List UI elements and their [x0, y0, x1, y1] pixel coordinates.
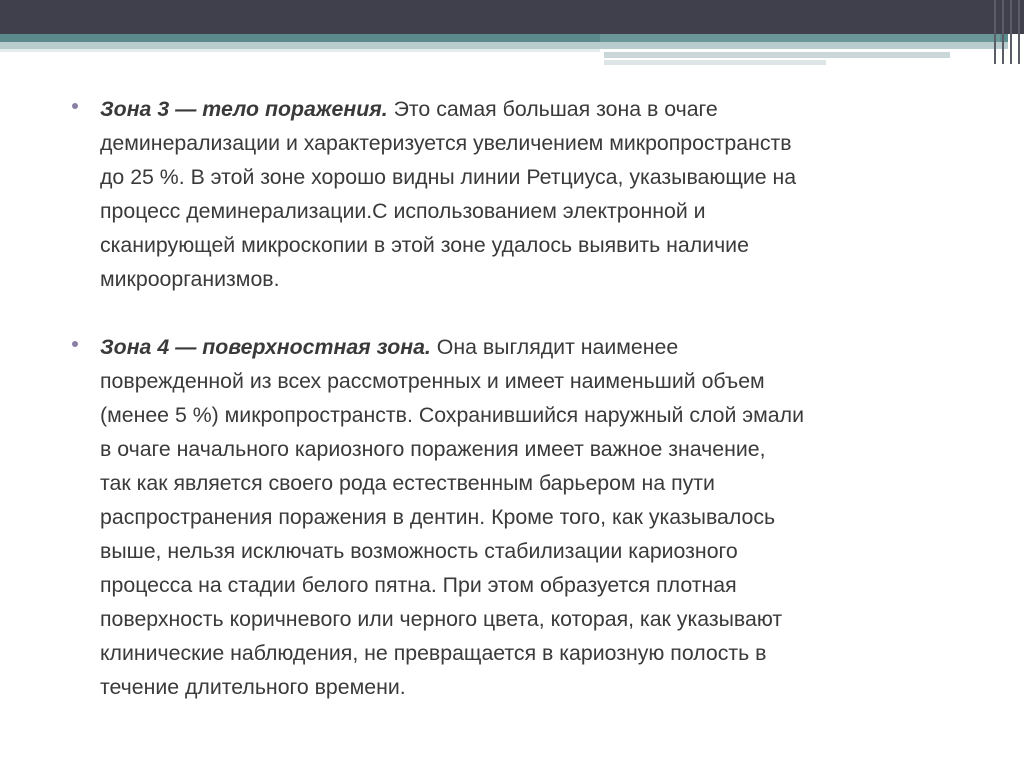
text-line: поврежденной из всех рассмотренных и имеет наименьший объем: [100, 369, 765, 393]
bullet-item-zone-3: [72, 92, 972, 296]
header-vertical-lines: [990, 0, 1024, 64]
header-shadow-band: [0, 49, 600, 52]
text-line: поверхность коричневого или черного цвета, которая, как указывают: [100, 607, 783, 631]
text-line: в очаге начального кариозного поражения имеет важное значение,: [100, 437, 766, 461]
bullet-item-zone-4: [72, 330, 972, 704]
text-line: течение длительного времени.: [100, 675, 406, 699]
slide-content: [72, 92, 972, 704]
text-line: микроорганизмов.: [100, 267, 280, 291]
text-line: до 25 %. В этой зоне хорошо видны линии Ретциуса, указывающие на: [100, 165, 797, 189]
text-line: процесса на стадии белого пятна. При этом образуется плотная: [100, 573, 737, 597]
header-light-band-2: [604, 52, 950, 58]
text-line: (менее 5 %) микропространств. Сохранившийся наружный слой эмали: [100, 403, 804, 427]
text-line: так как является своего рода естественным барьером на пути: [100, 471, 715, 495]
item-lead: Зона 4 — поверхностная зона.: [100, 335, 431, 359]
text-line: [100, 92, 972, 126]
header-dark-bar: [0, 0, 1024, 34]
text-line: распространения поражения в дентин. Кроме того, как указывалось: [100, 505, 776, 529]
header-teal-band-accent: [600, 34, 1000, 42]
text-line: сканирующей микроскопии в этой зоне удалось выявить наличие: [100, 233, 749, 257]
item-text: Она выглядит наименее: [436, 335, 679, 359]
header-light-band-3: [604, 60, 826, 65]
item-lead: Зона 3 — тело поражения.: [100, 97, 388, 121]
bullet-dot-icon: [72, 103, 78, 109]
text-line: клинические наблюдения, не превращается в кариозную полость в: [100, 641, 767, 665]
item-text: Это самая большая зона в очаге: [393, 97, 718, 121]
text-line: процесс деминерализации.С использованием электронной и: [100, 199, 706, 223]
text-line: деминерализации и характеризуется увеличением микропространств: [100, 131, 792, 155]
text-line: [100, 330, 972, 364]
header-light-band: [0, 42, 1008, 49]
bullet-dot-icon: [72, 341, 78, 347]
text-line: выше, нельзя исключать возможность стабилизации кариозного: [100, 539, 738, 563]
